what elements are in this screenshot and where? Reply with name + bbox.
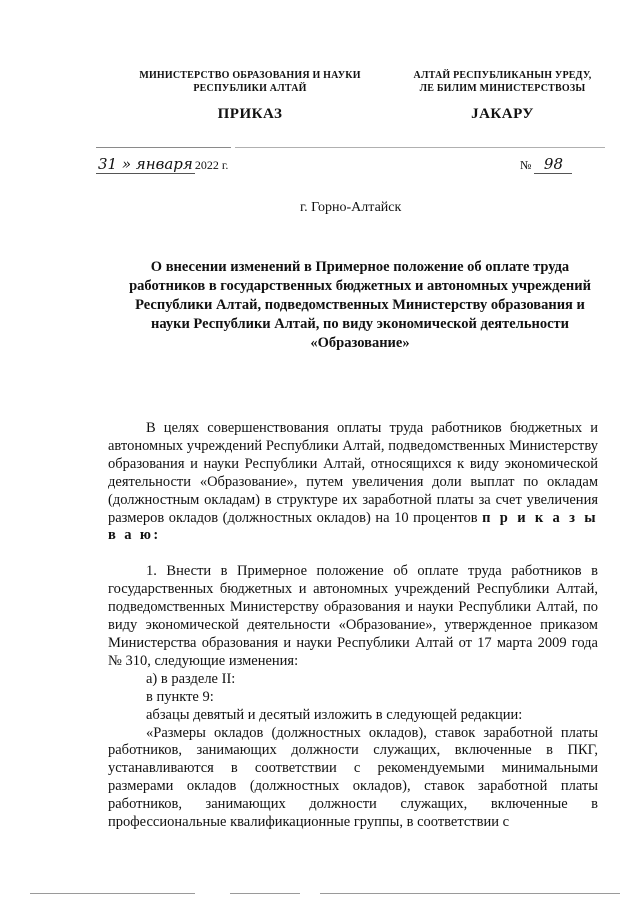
handwritten-number: 98 — [534, 155, 572, 174]
date-year: 2022 г. — [194, 158, 229, 172]
ministry-name-line2: РЕСПУБЛИКИ АЛТАЙ — [193, 83, 307, 94]
order-verb: п р и к а з ы в а ю — [108, 509, 598, 544]
title-line: «Образование» — [310, 335, 410, 351]
footer-rule-left — [30, 893, 195, 894]
order-heading-russian: ПРИКАЗ — [217, 106, 283, 122]
sub-item-paragraphs: абзацы девятый и десятый изложить в следующей редакции: — [146, 706, 523, 723]
sub-item-a: а) в разделе II: — [146, 670, 236, 687]
order-colon: : — [153, 527, 159, 544]
order-body — [108, 420, 598, 832]
item-1-paragraph: 1. Внести в Примерное положение об оплате труда работников в государственных бюджетных и автономных учреждений Республики Алтай, подведомственных Министерству образования и науки Республики Алтай, по виду экономической деятельности «Образование», утвержденное приказом Министерства образования и науки Республики Алтай от 17 марта 2009 года № 310, следующие изменения: — [108, 563, 598, 669]
handwritten-date: 31 » января — [98, 155, 193, 173]
title-line: работников в государственных бюджетных и автономных учреждений — [129, 278, 591, 294]
header-rule-left — [96, 147, 231, 148]
ministry-name-line1: МИНИСТЕРСТВО ОБРАЗОВАНИЯ И НАУКИ — [139, 70, 361, 81]
intro-paragraph — [108, 420, 598, 545]
quoted-text: «Размеры окладов (должностных окладов), ставок заработной платы работников, занимающих должности служащих, включенные в ПКГ, устанавливаются в соответствии с рекомендуемыми минимальными размерами окладов (должностных окладов), ставок заработной платы работников, занимающих должности служащих, включенные в профессиональные квалификационные группы, в соответствии с — [108, 724, 598, 831]
ministry-altai-line1: АЛТАЙ РЕСПУБЛИКАНЫН УРЕДУ, — [413, 70, 592, 81]
order-number — [520, 155, 572, 174]
ministry-name-altai — [400, 69, 605, 95]
header-rule-right — [235, 147, 605, 148]
intro-text: В целях совершенствования оплаты труда работников бюджетных и автономных учреждений Республики Алтай, подведомственных Министерству образования и науки Республики Алтай, относящихся к виду экономической деятельности «Образование», путем увеличения доли выплат по окладам (должностным окладам) в структуре их заработной платы за счет увеличения размеров окладов (должностных окладов) на 10 процентов — [108, 420, 598, 526]
title-line: Республики Алтай, подведомственных Министерству образования и — [135, 297, 585, 313]
order-title — [110, 258, 610, 353]
footer-rule-right — [320, 893, 620, 894]
sub-item-point: в пункте 9: — [146, 688, 214, 705]
city-line: г. Горно-Алтайск — [300, 200, 402, 215]
ministry-altai-line2: ЛЕ БИЛИМ МИНИСТЕРСТВОЗЫ — [419, 83, 586, 94]
order-heading-altai: JАКАРУ — [471, 106, 534, 122]
order-date — [96, 155, 228, 173]
number-sign: № — [520, 158, 532, 172]
footer-rule-mid — [230, 893, 300, 894]
ministry-name-russian — [120, 69, 380, 95]
title-line: О внесении изменений в Примерное положение об оплате труда — [150, 259, 570, 275]
title-line: науки Республики Алтай, по виду экономической деятельности — [150, 316, 570, 332]
